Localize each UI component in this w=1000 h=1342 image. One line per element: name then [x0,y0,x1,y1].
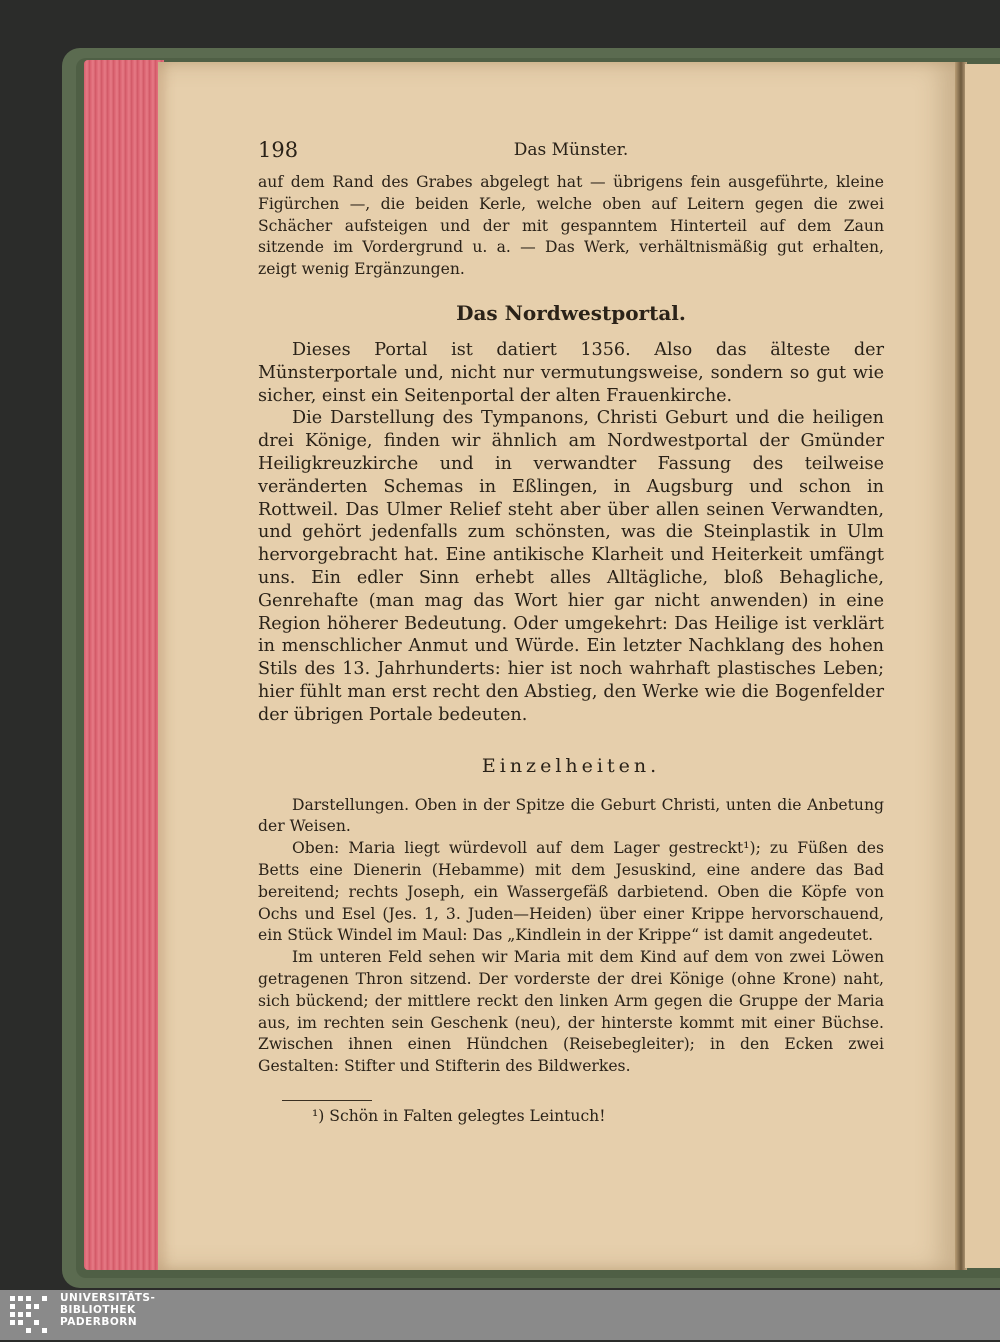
page-edges [84,60,164,1270]
library-line: BIBLIOTHEK [60,1304,136,1316]
page-header [258,132,884,172]
library-logo-icon [6,1292,56,1338]
body-paragraph: Dieses Portal ist datiert 1356. Also das älteste der Münsterportale und, nicht nur vermutungsweise, sondern so gut wie sicher, einst ein Seitenportal der alten Frauenkirche. [258,339,884,406]
page-number: 198 [258,138,299,162]
subsection-heading: Einzelheiten. [481,754,661,777]
library-line: PADERBORN [60,1316,138,1328]
section-heading: Das Nordwestportal. [456,300,686,325]
detail-paragraph: Darstellungen. Oben in der Spitze die Geburt Christi, unten die Anbetung der Weisen. [258,795,884,836]
library-name [60,1292,155,1328]
page-text [258,132,884,1127]
facing-page-edge [965,64,1000,1268]
running-head: Das Münster. [513,140,629,160]
detail-paragraph: Oben: Maria liegt würdevoll auf dem Lager gestreckt¹); zu Füßen des Betts eine Dienerin (Hebamme) mit dem Jesuskind, eine andere das Bad bereitend; rechts Joseph, ein Wassergefäß darbietend. Oben die Köpfe von Ochs und Esel (Jes. 1, 3. Juden—Heiden) über einer Krippe hervorschauend, ein Stück Windel im Maul: Das „Kindlein in der Krippe“ ist damit angedeutet. [258,839,884,945]
intro-paragraph: auf dem Rand des Grabes abgelegt hat — übrigens fein ausgeführte, kleine Figürchen —, die beiden Kerle, welche oben auf Leitern gegen die zwei Schächer aufsteigen und der mit gespanntem Hinterteil auf dem Zaun sitzende im Vordergrund u. a. — Das Werk, verhältnismäßig gut erhalten, zeigt wenig Ergänzungen. [258,173,884,279]
footnote-rule [282,1100,372,1101]
library-line: UNIVERSITÄTS- [60,1292,156,1304]
detail-paragraph: Im unteren Feld sehen wir Maria mit dem Kind auf dem von zwei Löwen getragenen Thron sitzend. Der vorderste der drei Könige (ohne Krone) naht, sich bückend; der mittlere reckt den linken Arm gegen die Gruppe der Maria aus, im rechten sein Geschenk (neu), der hinterste kommt mit einer Büchse. Zwischen ihnen einen Hündchen (Reisebegleiter); in den Ecken zwei Gestalten: Stifter und Stifterin des Bildwerkes. [258,948,884,1076]
body-paragraph: Die Darstellung des Tympanons, Christi Geburt und die heiligen drei Könige, finden wir ähnlich am Nordwestportal der Gmünder Heiligkreuzkirche und in verwandter Fassung des teilweise veränderten Schemas in Eßlingen, in Augsburg und schon in Rottweil. Das Ulmer Relief steht aber über allen seinen Verwandten, und gehört jedenfalls zum schönsten, was die Steinplastik in Ulm hervorgebracht hat. Eine antikische Klarheit und Heiterkeit umfängt uns. Ein edler Sinn erhebt alles Alltägliche, bloß Behagliche, Genrehafte (man mag das Wort hier gar nicht anwenden) in eine Region höherer Bedeutung. Oder umgekehrt: Das Heilige ist verklärt in menschlicher Anmut und Würde. Ein letzter Nachklang des hohen Stils des 13. Jahrhunderts: hier ist noch wahrhaft plastisches Leben; hier fühlt man erst recht den Abstieg, den Werke wie die Bogenfelder der übrigen Portale bedeuten. [258,408,884,725]
footnote: ¹) Schön in Falten gelegtes Leintuch! [312,1106,606,1125]
